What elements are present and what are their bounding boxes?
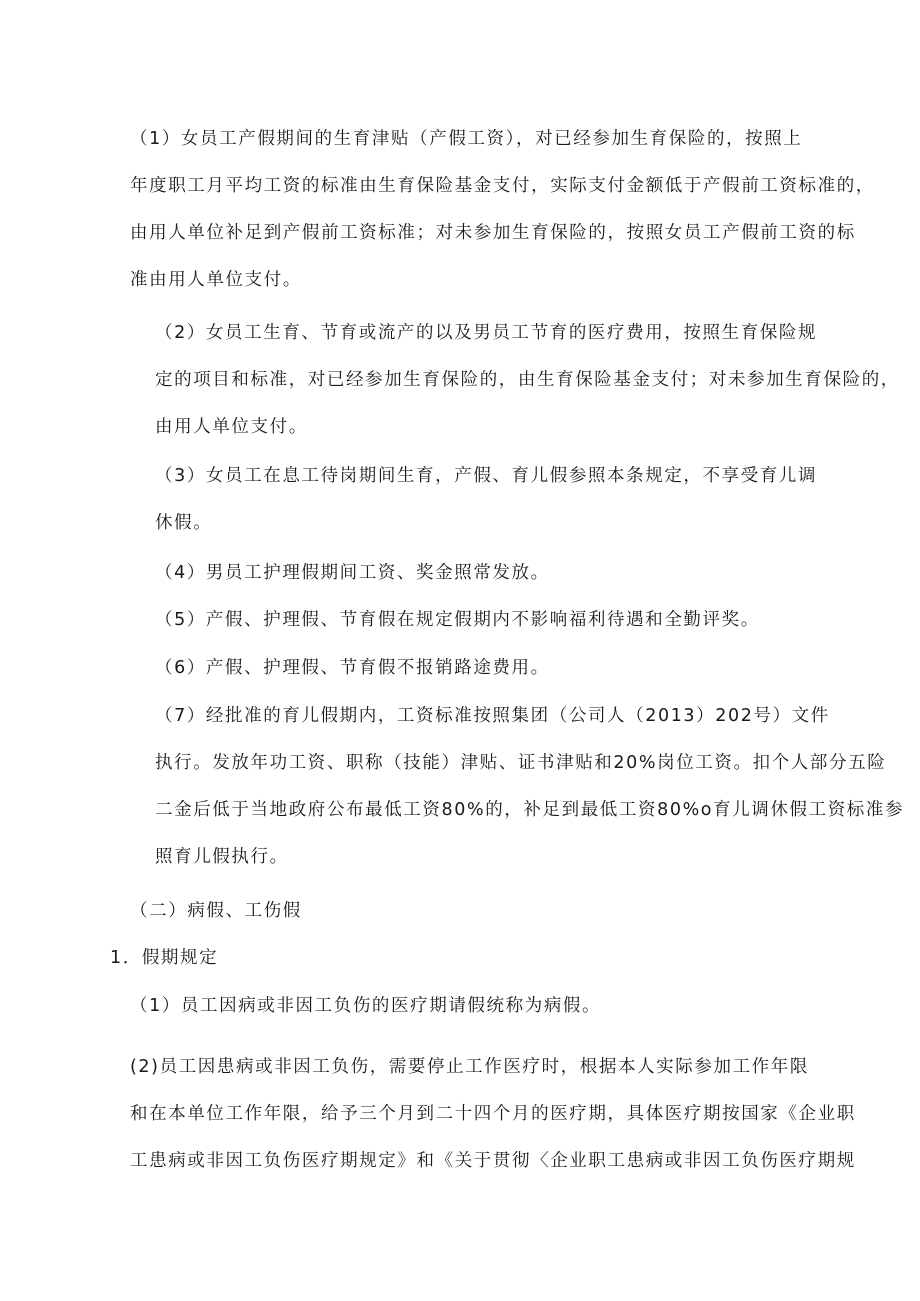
paragraph-parental-leave-pay (80, 693, 905, 881)
text-line: 年度职工月平均工资的标准由生育保险基金支付，实际支付金额低于产假前工资标准的， (130, 176, 875, 196)
paragraph-sick-leave-definition (80, 983, 850, 1030)
text-line: 工患病或非因工负伤医疗期规定》和《关于贯彻〈企业职工患病或非因工负伤医疗期规 (130, 1151, 856, 1171)
text-line: 执行。发放年功工资、职称（技能）津贴、证书津贴和20%岗位工资。扣个人部分五险 (155, 753, 887, 773)
text-line: 定的项目和标准，对已经参加生育保险的，由生育保险基金支付；对未参加生育保险的， (155, 370, 900, 390)
text-line: 1．假期规定 (110, 948, 219, 968)
subsection-heading-leave-rules (110, 935, 850, 982)
text-line: （7）经批准的育儿假期内，工资标准按照集团（公司人（2013）202号）文件 (155, 706, 830, 726)
text-line: （1）女员工产假期间的生育津贴（产假工资），对已经参加生育保险的，按照上 (130, 129, 803, 149)
text-line: 和在本单位工作年限，给予三个月到二十四个月的医疗期，具体医疗期按国家《企业职 (130, 1104, 856, 1124)
section-heading-sick-leave (80, 888, 850, 935)
text-line: (2)员工因患病或非因工负伤，需要停止工作医疗时，根据本人实际参加工作年限 (130, 1057, 809, 1077)
paragraph-medical-period (80, 1044, 856, 1185)
paragraph-paternity-pay (80, 550, 850, 597)
text-line: 休假。 (155, 513, 213, 533)
paragraph-medical-costs (80, 310, 900, 451)
text-line: （3）女员工在息工待岗期间生育，产假、育儿假参照本条规定，不享受育儿调 (155, 466, 818, 486)
text-line: 照育儿假执行。 (155, 847, 289, 867)
text-line: （5）产假、护理假、节育假在规定假期内不影响福利待遇和全勤评奖。 (155, 610, 760, 630)
text-line: 二金后低于当地政府公布最低工资80%的，补足到最低工资80%o育儿调休假工资标准参 (155, 800, 905, 820)
text-line: （2）女员工生育、节育或流产的以及男员工节育的医疗费用，按照生育保险规 (155, 323, 818, 343)
paragraph-leave-benefits (80, 597, 850, 644)
text-line: （4）男员工护理假期间工资、奖金照常发放。 (155, 563, 550, 583)
text-line: 准由用人单位支付。 (130, 270, 302, 290)
paragraph-travel-costs (80, 645, 850, 692)
text-line: （6）产假、护理假、节育假不报销路途费用。 (155, 658, 550, 678)
text-line: （1）员工因病或非因工负伤的医疗期请假统称为病假。 (130, 996, 602, 1016)
text-line: 由用人单位支付。 (155, 417, 308, 437)
paragraph-standby-birth (80, 453, 850, 547)
text-line: （二）病假、工伤假 (130, 901, 302, 921)
text-line: 由用人单位补足到产假前工资标准；对未参加生育保险的，按照女员工产假前工资的标 (130, 223, 856, 243)
paragraph-maternity-allowance (80, 116, 875, 304)
